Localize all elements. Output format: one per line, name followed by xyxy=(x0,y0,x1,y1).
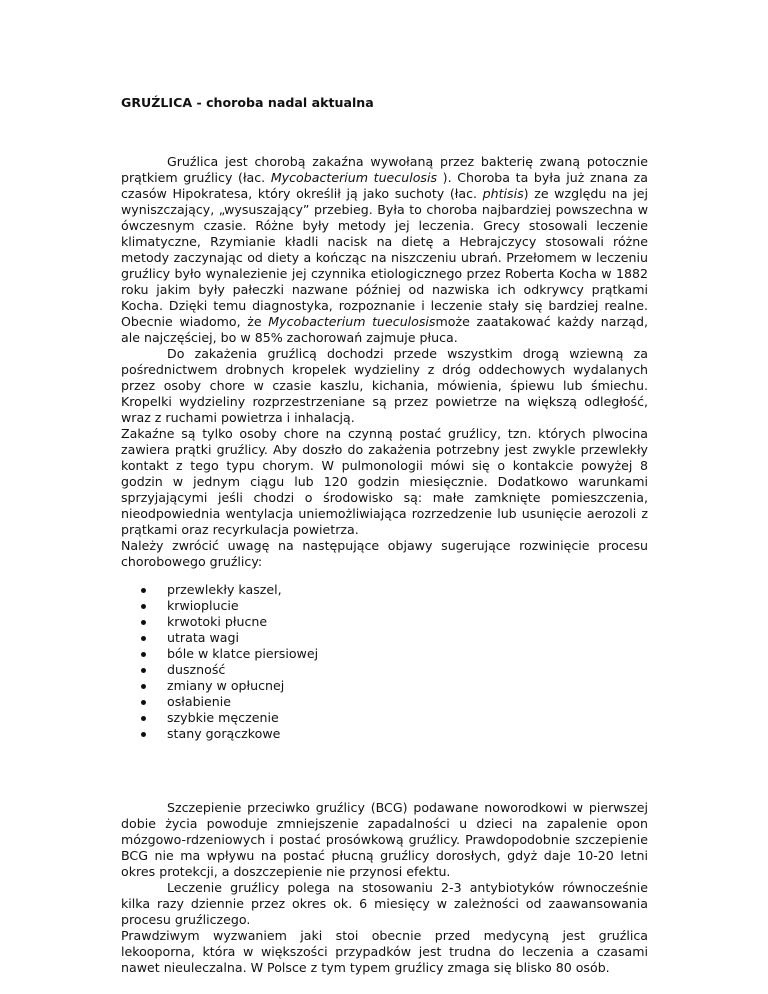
paragraph-transmission: Do zakażenia gruźlicą dochodzi przede wszystkim drogą wziewną za pośrednictwem drobnych kropelek wydzieliny z dróg oddechowych wydalanych przez osoby chore w czasie kaszlu, kichania, mówienia, śpiewu lub śmiechu. Kropelki wydzieliny rozprzestrzeniane są przez powietrze na większą odległość, wraz z ruchami powietrza i inhalacją. xyxy=(121,346,648,425)
list-item: szybkie męczenie xyxy=(121,710,648,726)
list-item: zmiany w opłucnej xyxy=(121,678,648,694)
paragraph-drug-resistance: Prawdziwym wyzwaniem jaki stoi obecnie przed medycyną jest gruźlica lekooporna, która w większości przypadków jest trudna do leczenia a czasami nawet nieuleczalna. W Polsce z tym typem gruźlicy zmaga się blisko 80 osób. xyxy=(121,928,648,975)
list-item: bóle w klatce piersiowej xyxy=(121,646,648,662)
intro-text-a: Gruźlica jest chorobą zakaźna wywołaną przez bakterię zwaną potocznie prątkiem gruźlicy (łac. xyxy=(121,154,648,185)
paragraph-treatment: Leczenie gruźlicy polega na stosowaniu 2-3 antybiotyków równocześnie kilka razy dziennie przez okres ok. 6 miesięcy w zależności od zaawansowania procesu gruźliczego. xyxy=(121,880,648,927)
paragraph-intro xyxy=(121,154,648,346)
paragraph-vaccination: Szczepienie przeciwko gruźlicy (BCG) podawane noworodkowi w pierwszej dobie życia powoduje zmniejszenie zapadalności u dzieci na zapalenie opon mózgowo-rdzeniowych i postać prosówkową gruźlicy. Prawdopodobnie szczepienie BCG nie ma wpływu na postać płucną gruźlicy dorosłych, gdyż daje 10-20 letni okres protekcji, a doszczepienie nie przynosi efektu. xyxy=(121,800,648,879)
intro-text-c: ) ze względu na jej wyniszczający, „wysuszający” przebieg. Była to choroba najbardziej powszechna w ówczesnym czasie. Różne były metody jej leczenia. Grecy stosowali leczenie klimatyczne, Rzymianie kładli nacisk na dietę a Hebrajczycy stosowali różne metody zaczynając od diety a kończąc na niszczeniu ubrań. Przełomem w leczeniu gruźlicy było wynalezienie jej czynnika etiologicznego przez Roberta Kocha w 1882 roku jakim były pałeczki nazwane później od nazwiska ich odkrywcy prątkami Kocha. Dzięki temu diagnostyka, rozpoznanie i leczenie stały się bardziej realne. Obecnie wiadomo, że xyxy=(121,186,648,329)
list-item: stany gorączkowe xyxy=(121,726,648,742)
intro-text-b: ). Choroba ta była już znana za czasów Hipokratesa, który określił ją jako suchoty (łac. xyxy=(121,170,648,201)
intro-latin-phtisis: phtisis xyxy=(482,186,524,201)
document-body xyxy=(121,95,648,976)
paragraph-contagious: Zakaźne są tylko osoby chore na czynną postać gruźlicy, tzn. których plwocina zawiera prątki gruźlicy. Aby doszło do zakażenia potrzebny jest zwykle przewlekły kontakt z tego typu chorym. W pulmonologii mówi się o kontakcie powyżej 8 godzin w jednym ciągu lub 120 godzin miesięcznie. Dodatkowo warunkami sprzyjającymi jeśli chodzi o środowisko są: małe zamknięte pomieszczenia, nieodpowiednia wentylacja uniemożliwiająca rozrzedzenie lub usunięcie aerozoli z prątkami oraz recyrkulacja powietrza. xyxy=(121,426,648,537)
list-item: krwioplucie xyxy=(121,598,648,614)
paragraph-symptoms-intro: Należy zwrócić uwagę na następujące objawy sugerujące rozwinięcie procesu chorobowego gruźlicy: xyxy=(121,538,648,569)
list-item: utrata wagi xyxy=(121,630,648,646)
document-title: GRUŹLICA - choroba nadal aktualna xyxy=(121,95,374,110)
list-item: przewlekły kaszel, xyxy=(121,582,648,598)
intro-latin-name-1: Mycobacterium tueculosis xyxy=(270,170,438,185)
intro-text-d: może zaatakować każdy narząd, ale najczęściej, bo w 85% zachorowań zajmuje płuca. xyxy=(121,314,648,345)
list-item: duszność xyxy=(121,662,648,678)
list-item: krwotoki płucne xyxy=(121,614,648,630)
symptoms-list xyxy=(121,582,648,742)
list-item: osłabienie xyxy=(121,694,648,710)
intro-latin-name-2: Mycobacterium tueculosis xyxy=(268,314,436,329)
